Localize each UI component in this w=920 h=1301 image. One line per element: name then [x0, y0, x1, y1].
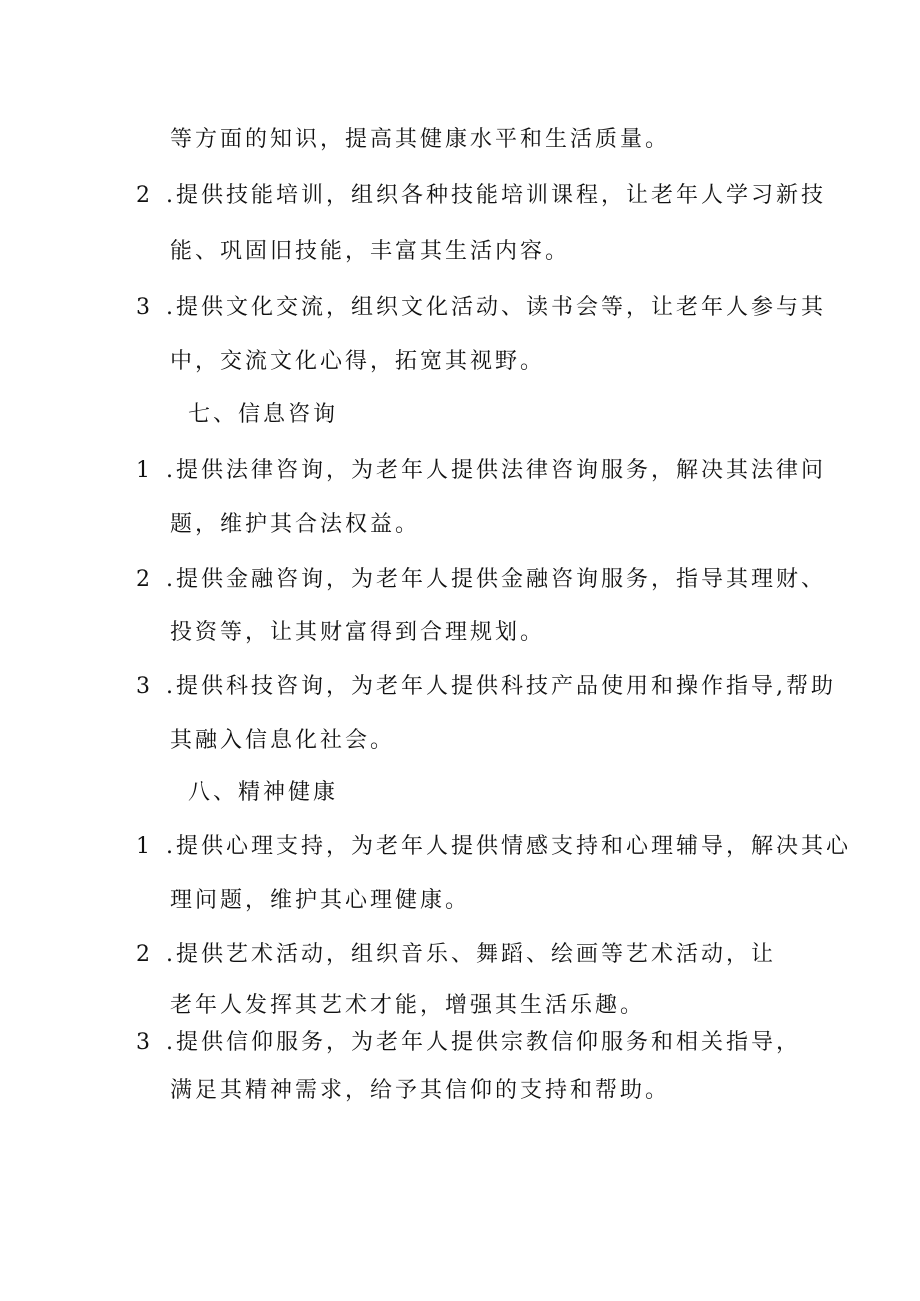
- section-heading: [188, 778, 338, 808]
- paragraph-line: [170, 991, 645, 1021]
- list-number: 1: [136, 834, 153, 859]
- line-text: 投资等，让其财富得到合理规划。: [170, 620, 546, 645]
- paragraph-line: [170, 237, 570, 267]
- paragraph-line: [170, 886, 470, 916]
- paragraph-line: [170, 347, 545, 377]
- line-text: .提供信仰服务，为老年人提供宗教信仰服务和相关指导，: [166, 1030, 801, 1055]
- list-item-line: [136, 940, 776, 970]
- section-heading: [188, 400, 338, 430]
- list-item-line: [136, 181, 826, 211]
- paragraph-line: [170, 726, 395, 756]
- list-number: 3: [136, 674, 153, 699]
- list-number: 3: [136, 1030, 153, 1055]
- line-text: 理问题，维护其心理健康。: [170, 888, 471, 913]
- paragraph-line: [170, 1076, 670, 1106]
- line-text: .提供艺术活动，组织音乐、舞蹈、绘画等艺术活动，让: [166, 942, 776, 967]
- list-item-line: [136, 672, 836, 702]
- heading-text: 七、信息咨询: [188, 402, 339, 427]
- line-text: 题，维护其合法权益。: [170, 512, 421, 537]
- line-text: .提供文化交流，组织文化活动、读书会等，让老年人参与其: [166, 295, 826, 320]
- list-item-line: [136, 832, 851, 862]
- list-item-line: [136, 293, 826, 323]
- line-text: .提供科技咨询，为老年人提供科技产品使用和操作指导,帮助: [166, 674, 836, 699]
- paragraph-line: [170, 125, 670, 155]
- list-item-line: [136, 1028, 801, 1058]
- list-number: 2: [136, 942, 153, 967]
- list-number: 1: [136, 458, 153, 483]
- line-text: .提供法律咨询，为老年人提供法律咨询服务，解决其法律问: [166, 458, 826, 483]
- list-item-line: [136, 456, 826, 486]
- line-text: 中，交流文化心得，拓宽其视野。: [170, 349, 546, 374]
- list-item-line: [136, 565, 826, 595]
- list-number: 2: [136, 183, 153, 208]
- line-text: .提供技能培训，组织各种技能培训课程，让老年人学习新技: [166, 183, 826, 208]
- line-text: 能、巩固旧技能，丰富其生活内容。: [170, 239, 571, 264]
- line-text: 等方面的知识，提高其健康水平和生活质量。: [170, 127, 671, 152]
- list-number: 2: [136, 567, 153, 592]
- paragraph-line: [170, 618, 545, 648]
- line-text: .提供心理支持，为老年人提供情感支持和心理辅导，解决其心: [166, 834, 851, 859]
- line-text: .提供金融咨询，为老年人提供金融咨询服务，指导其理财、: [166, 567, 826, 592]
- paragraph-line: [170, 510, 420, 540]
- heading-text: 八、精神健康: [188, 780, 339, 805]
- line-text: 满足其精神需求，给予其信仰的支持和帮助。: [170, 1078, 671, 1103]
- list-number: 3: [136, 295, 153, 320]
- line-text: 老年人发挥其艺术才能，增强其生活乐趣。: [170, 993, 646, 1018]
- line-text: 其融入信息化社会。: [170, 728, 396, 753]
